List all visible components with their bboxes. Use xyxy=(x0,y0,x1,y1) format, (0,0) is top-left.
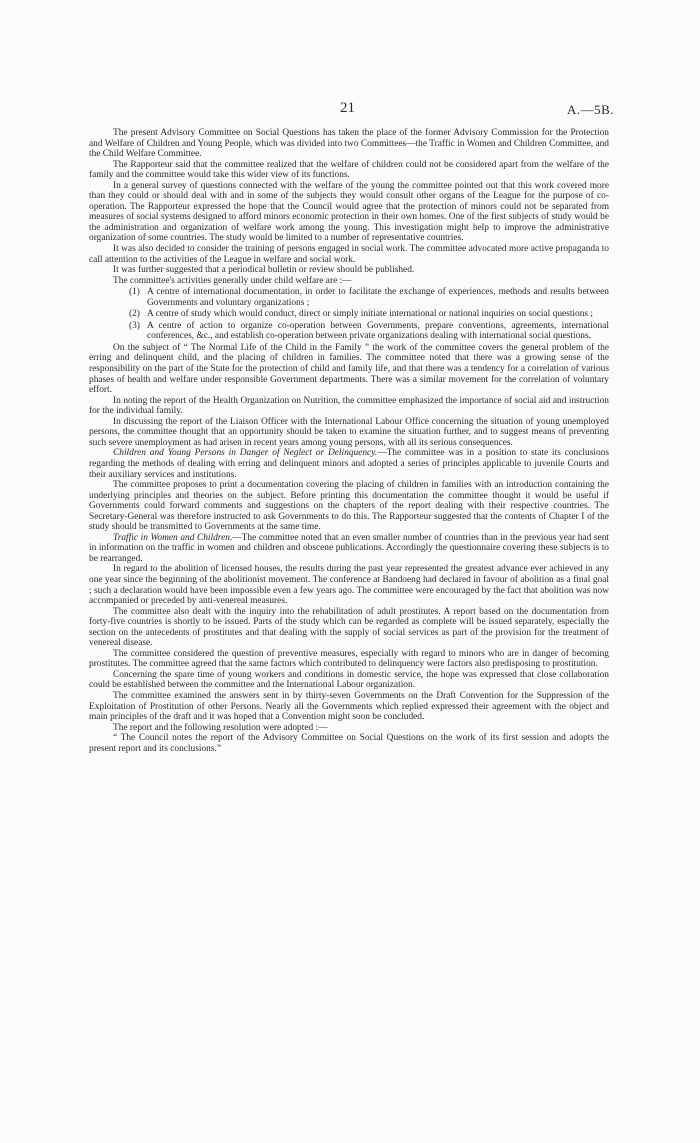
list-item-text: A centre of action to organize co-operation between Governments, prepare conventions, agreements, international conferences, &c., and establish co-operation between private organizations dealing with international social questions. xyxy=(147,320,609,342)
paragraph: In regard to the abolition of licensed houses, the results during the past year represented the greatest advance ever achieved in any one year since the beginning of the abolitionist movement. The conference at Bandoeng had declared in favour of abolition as a final goal ; such a declaration would have been impossible even a few years ago. The committee were encouraged by the fact that abolition was now accompanied or preceded by anti-venereal measures. xyxy=(89,564,609,607)
list-item-text: A centre of study which would conduct, direct or simply initiate international or national inquiries on social questions ; xyxy=(147,309,593,320)
list-item-text: A centre of international documentation, in order to facilitate the exchange of experiences, methods and results between Governments and voluntary organizations ; xyxy=(147,287,609,308)
paragraph: The committee proposes to print a documentation covering the placing of children in families with an introduction containing the underlying principles and theories on the subject. Before printing this documentation the committee thought it would be useful if Governments could forward comments and suggestions on the chapters of the report dealing with their respective countries. The Secretary-General was therefore instructed to ask Governments to do this. The Rapporteur suggested that the contents of Chapter I of the study should be transmitted to Governments at the same time. xyxy=(89,480,609,533)
paragraph: The report and the following resolution were adopted :— xyxy=(113,722,328,733)
paragraph: The committee's activities generally under child welfare are :— xyxy=(113,275,352,286)
paragraph: It was further suggested that a periodical bulletin or review should be published. xyxy=(113,265,415,276)
paragraph: Concerning the spare time of young workers and conditions in domestic service, the hope was expressed that close collaboration could be established between the committee and the International Labour organization. xyxy=(89,669,609,691)
resolution-quote: “ The Council notes the report of the Advisory Committee on Social Questions on the work of its first session and adopts the present report and its conclusions.” xyxy=(89,733,609,754)
paragraph: The committee also dealt with the inquiry into the rehabilitation of adult prostitutes. A report based on the documentation from forty-five countries is shortly to be issued. Parts of the study which can be regarded as complete will be issued separately, especially the section on the antecedents of prostitutes and that dealing with the supply of social services as part of the provision for the treatment of venereal disease. xyxy=(89,606,609,649)
paragraph: The committee examined the answers sent in by thirty-seven Governments on the Draft Convention for the Suppression of the Exploitation of Prostitution of other Persons. Nearly all the Governments which replied expressed their agreement with the object and main principles of the draft and it was hoped that a Convention might soon be concluded. xyxy=(89,690,609,723)
list-item xyxy=(129,287,609,308)
list-item-number: (2) xyxy=(129,309,140,320)
section-text: —The committee noted that an even smaller number of countries than in the previous year had sent in information on the traffic in women and children and obscene publications. Accordingly the questionnaire covering these subjects is to be rearranged. xyxy=(89,532,609,564)
section-heading-traffic: Traffic in Women and Children. xyxy=(113,532,233,543)
paragraph: The committee considered the question of preventive measures, especially with regard to minors who are in danger of becoming prostitutes. The committee agreed that the same factors which contributed to delinquency were factors also predisposing to prostitution. xyxy=(89,648,609,670)
activities-list xyxy=(129,287,609,342)
traffic-paragraph xyxy=(89,533,609,565)
document-reference: A.—5B. xyxy=(566,102,614,117)
paragraph: It was also decided to consider the training of persons engaged in social work. The committee advocated more active propaganda to call attention to the activities of the League in welfare and social work. xyxy=(89,244,609,265)
paragraph: In a general survey of questions connected with the welfare of the young the committee pointed out that this work covered more than they could or should deal with and in some of the subjects they would consult other organs of the League for the purpose of co-operation. The Rapporteur expressed the hope that the Council would agree that the protection of minors could not be separated from measures of social systems designed to afford minors economic protection in their own homes. One of the first subjects of study would be the administration and organization of welfare work among the young. This investigation might help to improve the administrative organization of some countries. The study would be limited to a number of representative countries. xyxy=(89,180,609,244)
page-header xyxy=(0,100,700,120)
list-item xyxy=(129,309,609,320)
document-body xyxy=(89,128,609,754)
list-item xyxy=(129,321,609,342)
page-number: 21 xyxy=(340,100,355,116)
paragraph: In discussing the report of the Liaison Officer with the International Labour Office concerning the situation of young unemployed persons, the committee thought that an opportunity should be taken to examine the situation further, and to suggest means of preventing such severe unemployment as had arisen in recent years among young persons, with all its serious consequences. xyxy=(89,416,609,448)
children-danger-paragraph xyxy=(89,448,609,480)
section-heading-children: Children and Young Persons in Danger of Neglect or Delinquency. xyxy=(113,448,378,459)
section-text: —The committee was in a position to state its conclusions regarding the methods of dealing with erring and delinquent minors and adopted a series of principles applicable to juvenile Courts and their auxiliary services and institutions. xyxy=(89,448,609,480)
paragraph: The present Advisory Committee on Social Questions has taken the place of the former Advisory Commission for the Protection and Welfare of Children and Young People, which was divided into two Committees—the Traffic in Women and Children Committee, and the Child Welfare Committee. xyxy=(89,128,609,160)
list-item-number: (3) xyxy=(129,320,140,331)
paragraph: The Rapporteur said that the committee realized that the welfare of children could not be considered apart from the welfare of the family and the committee would take this wider view of its functions. xyxy=(89,159,609,181)
list-item-number: (1) xyxy=(129,287,140,298)
paragraph: On the subject of “ The Normal Life of the Child in the Family ” the work of the committee covers the general problem of the erring and delinquent child, and the placing of children in families. The committee noted that there was a growing sense of the responsibility on the part of the State for the protection of child and family life, and that there was a tendency for a correlation of various phases of health and welfare under responsible Government departments. There was a similar movement for the correlation of voluntary effort. xyxy=(89,342,609,396)
paragraph: In noting the report of the Health Organization on Nutrition, the committee emphasized the importance of social aid and instruction for the individual family. xyxy=(89,395,609,417)
